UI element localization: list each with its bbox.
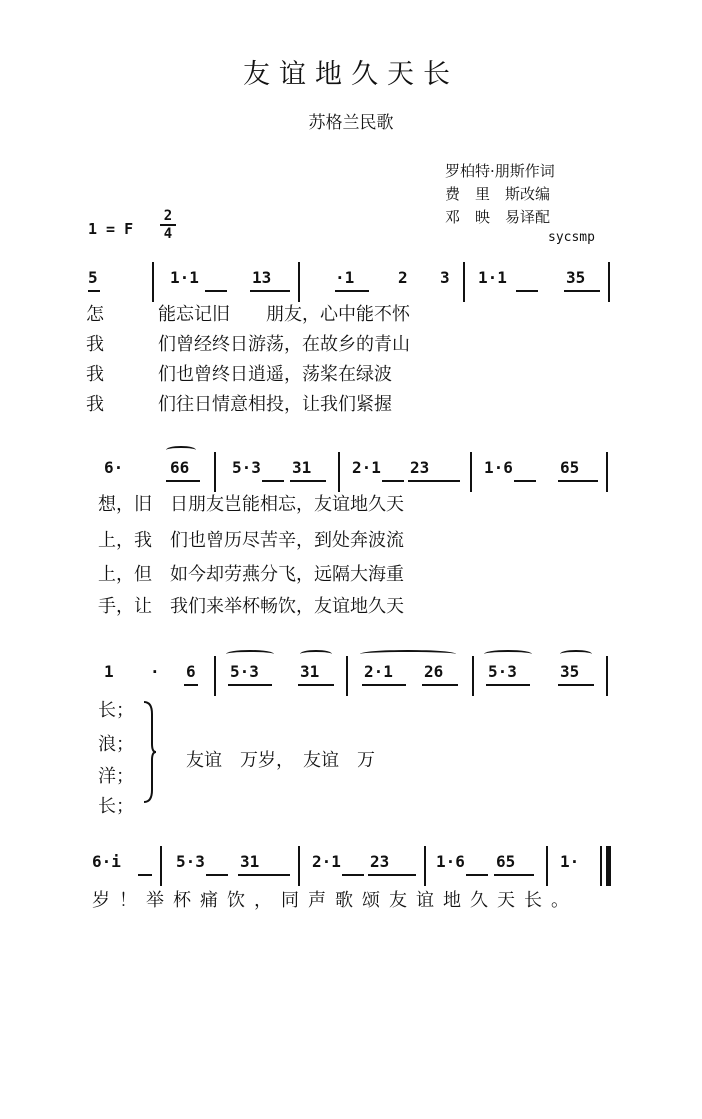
song-subtitle: 苏格兰民歌 (308, 113, 394, 133)
slur (484, 650, 532, 658)
note: · (150, 662, 160, 681)
barline (470, 452, 472, 492)
note: 5 (88, 268, 98, 287)
note: 31 (240, 852, 260, 871)
credit-lyricist: 罗柏特·朋斯作词 (445, 162, 555, 180)
underline (238, 874, 290, 876)
underline (250, 290, 290, 292)
barline (608, 262, 610, 302)
barline (463, 262, 465, 302)
underline (88, 290, 100, 292)
underline (486, 684, 530, 686)
note: 5·3 (176, 852, 205, 871)
time-sig-numerator: 2 (160, 208, 176, 226)
underline (206, 874, 228, 876)
note: 31 (292, 458, 312, 477)
slur (360, 650, 456, 658)
underline (422, 684, 458, 686)
note: 3 (440, 268, 450, 287)
barline-final-thick (606, 846, 611, 886)
barline-final-thin (600, 846, 602, 886)
underline (558, 480, 598, 482)
lyric-line: 怎 能忘记旧 朋友，心中能不怀 (86, 304, 410, 325)
note: 65 (560, 458, 580, 477)
barline (424, 846, 426, 886)
note: 35 (566, 268, 586, 287)
slur (226, 650, 274, 658)
lyric-line: 想，旧 日朋友岂能相忘，友谊地久天 (98, 494, 404, 515)
note: 31 (300, 662, 320, 681)
barline (606, 452, 608, 492)
lyric-line: 长； (98, 796, 134, 817)
lyric-line: 我 们也曾终日逍遥，荡桨在绿波 (86, 364, 392, 385)
note: 1·1 (478, 268, 507, 287)
underline (494, 874, 534, 876)
underline (184, 684, 198, 686)
note: 6·i (92, 852, 121, 871)
lyric-line: 我 们往日情意相投，让我们紧握 (86, 394, 392, 415)
note: 1·6 (484, 458, 513, 477)
underline (382, 480, 404, 482)
note: 13 (252, 268, 272, 287)
underline (558, 684, 594, 686)
song-title: 友谊地久天长 (243, 59, 459, 90)
key-signature: 1 = F (88, 220, 134, 238)
lyric-line: 长； (98, 700, 134, 721)
underline (342, 874, 364, 876)
note: 5·3 (488, 662, 517, 681)
lyric-line: 上，但 如今却劳燕分飞，远隔大海重 (98, 564, 404, 585)
slur (560, 650, 592, 658)
barline (546, 846, 548, 886)
barline (472, 656, 474, 696)
underline (290, 480, 326, 482)
lyric-line: 洋； (98, 766, 134, 787)
brace (142, 700, 156, 804)
note: 66 (170, 458, 190, 477)
note: 1· (560, 852, 580, 871)
note: 2·1 (352, 458, 381, 477)
note: 6· (104, 458, 124, 477)
note: 6 (186, 662, 196, 681)
barline (606, 656, 608, 696)
lyric-line: 手，让 我们来举杯畅饮，友谊地久天 (98, 596, 404, 617)
credit-tag: sycsmp (548, 230, 595, 245)
underline (298, 684, 334, 686)
underline (368, 874, 416, 876)
underline (466, 874, 488, 876)
note: 35 (560, 662, 580, 681)
underline (335, 290, 369, 292)
barline (152, 262, 154, 302)
underline (564, 290, 600, 292)
barline (214, 656, 216, 696)
note: 2·1 (312, 852, 341, 871)
underline (262, 480, 284, 482)
lyric-line: 上，我 们也曾历尽苦辛，到处奔波流 (98, 530, 404, 551)
underline (205, 290, 227, 292)
credit-arranger: 费 里 斯改编 (445, 185, 551, 203)
slur (300, 650, 332, 658)
credit-translator: 邓 映 易译配 (445, 208, 551, 226)
barline (298, 846, 300, 886)
underline (516, 290, 538, 292)
note: 1·6 (436, 852, 465, 871)
lyric-line: 岁！举杯痛饮，同声歌颂友谊地久天长。 (92, 890, 578, 911)
chorus-line: 友谊 万岁， 友谊 万 (186, 750, 375, 771)
underline (514, 480, 536, 482)
time-sig-denominator: 4 (163, 226, 173, 242)
time-signature (160, 208, 176, 242)
lyric-line: 我 们曾经终日游荡，在故乡的青山 (86, 334, 410, 355)
note: 23 (370, 852, 390, 871)
underline (228, 684, 272, 686)
underline (408, 480, 460, 482)
note: 2·1 (364, 662, 393, 681)
note: ·1 (335, 268, 355, 287)
slur (166, 446, 196, 454)
note: 23 (410, 458, 430, 477)
barline (214, 452, 216, 492)
barline (338, 452, 340, 492)
lyric-line: 浪； (98, 734, 134, 755)
note: 5·3 (230, 662, 259, 681)
underline (362, 684, 406, 686)
note: 5·3 (232, 458, 261, 477)
note: 26 (424, 662, 444, 681)
underline (166, 480, 200, 482)
barline (346, 656, 348, 696)
barline (298, 262, 300, 302)
note: 65 (496, 852, 516, 871)
note: 1 (104, 662, 114, 681)
underline (138, 874, 152, 876)
note: 1·1 (170, 268, 199, 287)
barline (160, 846, 162, 886)
note: 2 (398, 268, 408, 287)
